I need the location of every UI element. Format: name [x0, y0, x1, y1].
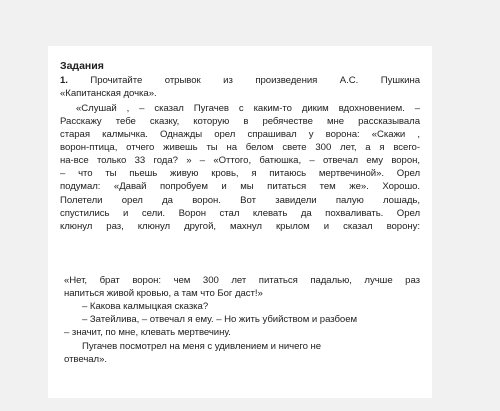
text-line: ворон-птица, отчего живешь ты на белом свете 300 лет, а я всего- — [60, 142, 420, 153]
text-line: – значит, по мне, клевать мертвечину. — [64, 327, 231, 338]
text-line: Расскажу тебе сказку, которую в ребячестве мне рассказывала — [60, 116, 420, 127]
text-line: напиться живой кровью, а там что Бог даст!» — [64, 288, 263, 299]
text-line: отвечал». — [64, 354, 108, 365]
text-line — [60, 74, 420, 87]
text-line: «Нет, брат ворон: чем 300 лет питаться падалью, лучше раз — [64, 275, 420, 286]
text-line: на-все только 33 года? » – «Оттого, батюшка, – отвечал ему ворон, — [60, 155, 420, 166]
text-line: «Капитанская дочка». — [60, 88, 157, 99]
text-line: Полетели орел да ворон. Вот завидели палую лошадь, — [60, 195, 420, 206]
text-line-content: Прочитайте отрывок из произведения А.С. Пушкина — [90, 75, 420, 86]
text-line: «Слушай , – сказал Пугачев с каким-то диким вдохновением. – — [76, 103, 420, 114]
text-line: – Затейлива, – отвечал я ему. – Но жить убийством и разбоем — [82, 314, 358, 325]
text-line: Пугачев посмотрел на меня с удивлением и ничего не — [82, 341, 322, 352]
text-line: спустились и сели. Ворон стал клевать да похваливать. Орел — [60, 208, 420, 219]
text-line: старая калмычка. Однажды орел спрашивал у ворона: «Скажи , — [60, 129, 420, 140]
text-line: – что ты пьешь живую кровь, я питаюсь мертвечиной». Орел — [60, 168, 420, 179]
document-heading: Задания — [60, 60, 104, 72]
text-line: – Какова калмыцкая сказка? — [82, 301, 209, 312]
task-number: 1. — [60, 75, 68, 86]
text-line: подумал: «Давай попробуем и мы питаться тем же». Хорошо. — [60, 181, 420, 192]
document-card — [48, 46, 432, 398]
text-line: клюнул раз, клюнул другой, махнул крылом и сказал ворону: — [60, 221, 420, 232]
